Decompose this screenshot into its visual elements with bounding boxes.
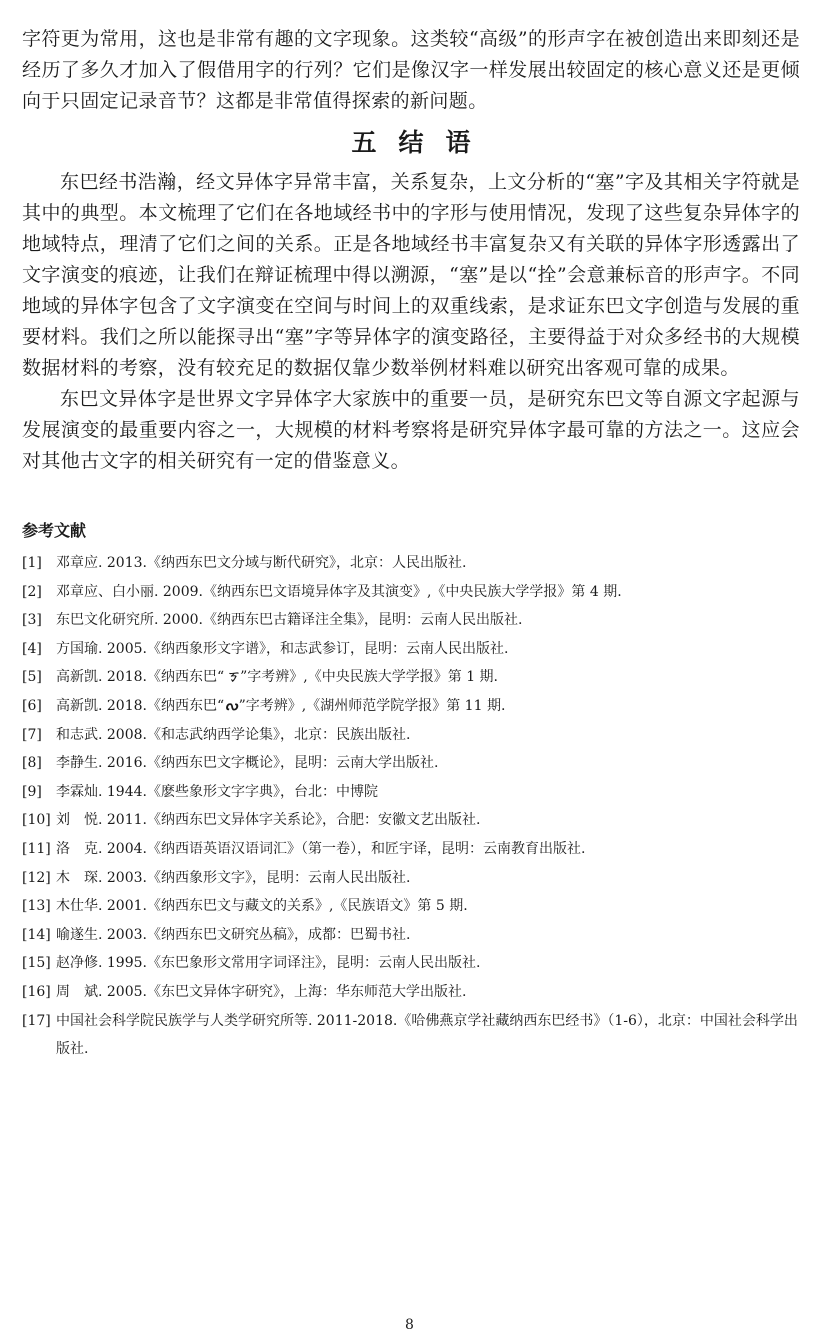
reference-text: 木 琛. 2003.《纳西象形文字》，昆明：云南人民出版社. <box>56 869 411 886</box>
reference-item <box>22 635 800 664</box>
reference-item <box>22 892 800 921</box>
reference-text: 中国社会科学院民族学与人类学研究所等. 2011-2018.《哈佛燕京学社藏纳西东巴经书》（1-6），北京：中国社会科学出版社. <box>56 1012 798 1058</box>
reference-text: 木仕华. 2001.《纳西东巴文与藏文的关系》,《民族语文》第 5 期. <box>56 898 468 915</box>
reference-text: 邓章应、白小丽. 2009.《纳西东巴文语境异体字及其演变》,《中央民族大学学报》第 4 期. <box>56 583 622 600</box>
paper-page <box>22 24 800 1064</box>
dongba-glyph-icon: ㄎ <box>225 669 240 686</box>
reference-number: [12] <box>22 869 51 886</box>
reference-text: 李静生. 2016.《纳西东巴文字概论》，昆明：云南大学出版社. <box>56 755 439 772</box>
body-paragraph: 东巴经书浩瀚，经文异体字异常丰富，关系复杂，上文分析的“塞”字及其相关字符就是其中的典型。本文梳理了它们在各地域经书中的字形与使用情况，发现了这些复杂异体字的地域特点，理清了它们之间的关系。正是各地域经书丰富复杂又有关联的异体字形透露出了文字演变的痕迹，让我们在辩证梳理中得以溯源，“塞”是以“拴”会意兼标音的形声字。不同地域的异体字包含了文字演变在空间与时间上的双重线索，是求证东巴文字创造与发展的重要材料。我们之所以能探寻出“塞”字等异体字的演变路径，主要得益于对众多经书的大规模数据材料的考察，没有较充足的数据仅靠少数举例材料难以研究出客观可靠的成果。 <box>22 171 800 379</box>
dongba-glyph-icon: ᔓ <box>225 697 238 714</box>
reference-item <box>22 806 800 835</box>
reference-item <box>22 921 800 950</box>
reference-text <box>56 692 800 721</box>
reference-item <box>22 692 800 721</box>
reference-text: 喻遂生. 2003.《纳西东巴文研究丛稿》，成都：巴蜀书社. <box>56 926 411 943</box>
reference-number: [14] <box>22 926 51 943</box>
reference-number: [13] <box>22 898 51 915</box>
reference-text: 洛 克. 2004.《纳西语英语汉语词汇》（第一卷），和匠宇译，昆明：云南教育出版社. <box>56 840 586 857</box>
reference-number: [17] <box>22 1012 51 1029</box>
reference-text-before: 高新凯. 2018.《纳西东巴“ <box>56 697 225 714</box>
reference-item <box>22 578 800 607</box>
reference-number: [2] <box>22 583 42 600</box>
reference-item <box>22 663 800 692</box>
reference-number: [11] <box>22 840 51 857</box>
intro-paragraph: 字符更为常用，这也是非常有趣的文字现象。这类较“高级”的形声字在被创造出来即刻还是经历了多久才加入了假借用字的行列？它们是像汉字一样发展出较固定的核心意义还是更倾向于只固定记录音节？这都是非常值得探索的新问题。 <box>22 28 800 112</box>
reference-text <box>56 663 800 692</box>
reference-text-before: 高新凯. 2018.《纳西东巴“ <box>56 669 225 686</box>
reference-text-after: ”字考辨》,《湖州师范学院学报》第 11 期. <box>238 697 506 714</box>
reference-item <box>22 606 800 635</box>
reference-number: [5] <box>22 669 42 686</box>
reference-item <box>22 835 800 864</box>
reference-item <box>22 721 800 750</box>
references-heading: 参考文献 <box>22 521 87 540</box>
reference-text: 邓章应. 2013.《纳西东巴文分域与断代研究》，北京：人民出版社. <box>56 555 467 571</box>
reference-text: 赵净修. 1995.《东巴象形文常用字词译注》，昆明：云南人民出版社. <box>56 955 481 972</box>
reference-number: [1] <box>22 555 42 571</box>
reference-item <box>22 864 800 893</box>
reference-number: [10] <box>22 812 51 829</box>
reference-item <box>22 1007 800 1064</box>
reference-number: [7] <box>22 726 42 743</box>
reference-text: 和志武. 2008.《和志武纳西学论集》，北京：民族出版社. <box>56 726 411 743</box>
reference-item <box>22 778 800 807</box>
reference-text: 刘 悦. 2011.《纳西东巴文异体字关系论》，合肥：安徽文艺出版社. <box>56 812 481 829</box>
reference-item <box>22 749 800 778</box>
reference-number: [8] <box>22 755 42 772</box>
reference-item <box>22 549 800 578</box>
reference-number: [4] <box>22 640 42 657</box>
reference-item <box>22 978 800 1007</box>
reference-number: [16] <box>22 983 51 1000</box>
reference-list <box>22 549 800 1064</box>
reference-number: [9] <box>22 783 42 800</box>
reference-number: [6] <box>22 697 42 714</box>
reference-text: 方国瑜. 2005.《纳西象形文字谱》，和志武参订，昆明：云南人民出版社. <box>56 640 509 657</box>
reference-number: [15] <box>22 955 51 972</box>
page-number: 8 <box>405 1317 414 1333</box>
reference-item <box>22 949 800 978</box>
reference-text: 东巴文化研究所. 2000.《纳西东巴古籍译注全集》，昆明：云南人民出版社. <box>56 612 523 629</box>
reference-text-after: ”字考辨》,《中央民族大学学报》第 1 期. <box>240 669 499 686</box>
reference-text: 周 斌. 2005.《东巴文异体字研究》，上海：华东师范大学出版社. <box>56 983 467 1000</box>
reference-text: 李霖灿. 1944.《麽些象形文字字典》，台北：中博院 <box>56 783 378 800</box>
reference-number: [3] <box>22 612 42 629</box>
section-title: 五结语 <box>351 128 493 157</box>
body-paragraph: 东巴文异体字是世界文字异体字大家族中的重要一员，是研究东巴文等自源文字起源与发展演变的最重要内容之一，大规模的材料考察将是研究异体字最可靠的方法之一。这应会对其他古文字的相关研究有一定的借鉴意义。 <box>22 388 800 472</box>
